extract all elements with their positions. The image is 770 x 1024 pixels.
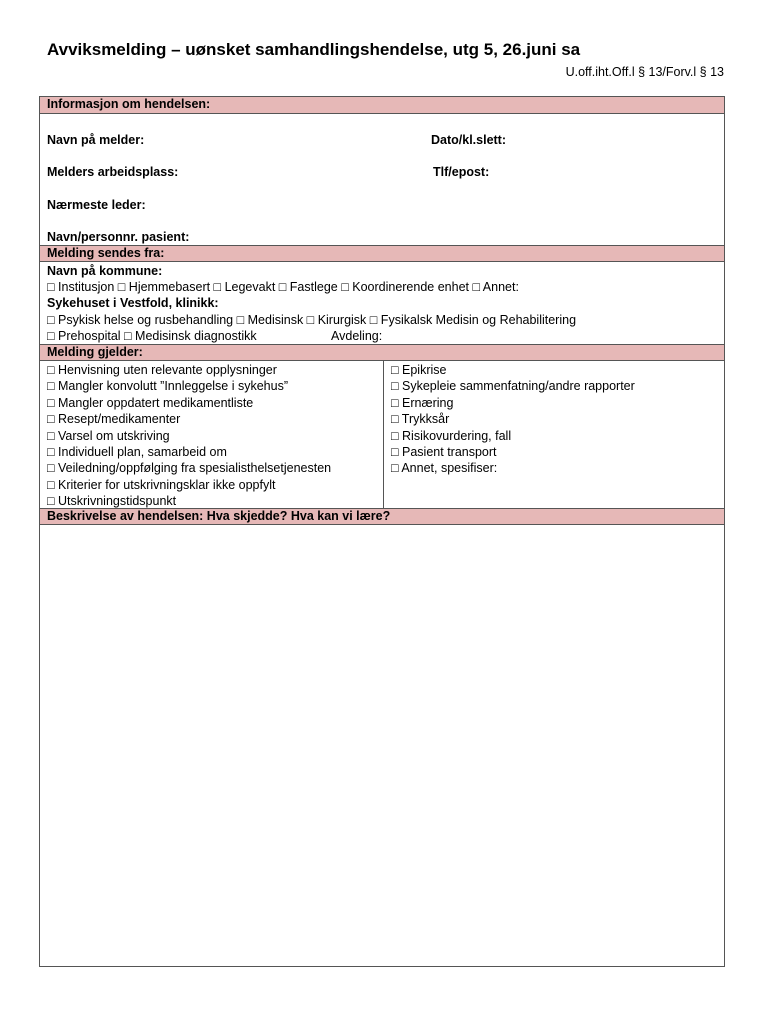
municipality-label: Navn på kommune: bbox=[47, 264, 163, 278]
checkbox-option[interactable]: □ Veiledning/oppfølging fra spesialisthelsetjenesten bbox=[47, 461, 332, 476]
hospital-options-1: □ Psykisk helse og rusbehandling □ Medisinsk □ Kirurgisk □ Fysikalsk Medisin og Rehabilitering bbox=[47, 313, 577, 327]
concerns-right-list bbox=[391, 362, 635, 477]
workplace-label: Melders arbeidsplass: bbox=[47, 165, 179, 179]
date-time-label: Dato/kl.slett: bbox=[431, 133, 507, 147]
hospital-label: Sykehuset i Vestfold, klinikk: bbox=[47, 296, 219, 310]
checkbox-option[interactable]: □ Annet, spesifiser: bbox=[391, 461, 498, 476]
checkbox-option[interactable]: □ Pasient transport bbox=[391, 445, 497, 460]
checkbox-option[interactable]: □ Utskrivningstidspunkt bbox=[47, 494, 177, 509]
description-area[interactable] bbox=[40, 525, 724, 966]
concerns-left-list bbox=[47, 362, 331, 510]
municipality-options: □ Institusjon □ Hjemmebasert □ Legevakt □ Fastlege □ Koordinerende enhet □ Annet: bbox=[47, 280, 519, 294]
checkbox-option[interactable]: □ Resept/medikamenter bbox=[47, 412, 181, 427]
column-divider bbox=[383, 361, 384, 508]
section-header-sender: Melding sendes fra: bbox=[40, 245, 724, 262]
reporter-name-label: Navn på melder: bbox=[47, 133, 145, 147]
checkbox-option[interactable]: □ Mangler konvolutt ”Innleggelse i sykehus” bbox=[47, 379, 289, 394]
section-header-description: Beskrivelse av hendelsen: Hva skjedde? Hva kan vi lære? bbox=[40, 508, 724, 525]
section-header-concerns: Melding gjelder: bbox=[40, 344, 724, 361]
legal-reference: U.off.iht.Off.l § 13/Forv.l § 13 bbox=[565, 65, 724, 79]
deviation-form bbox=[39, 96, 725, 967]
checkbox-option[interactable]: □ Risikovurdering, fall bbox=[391, 428, 512, 443]
checkbox-option[interactable]: □ Mangler oppdatert medikamentliste bbox=[47, 395, 254, 410]
checkbox-option[interactable]: □ Ernæring bbox=[391, 395, 454, 410]
checkbox-option[interactable]: □ Kriterier for utskrivningsklar ikke oppfylt bbox=[47, 477, 276, 492]
checkbox-option[interactable]: □ Individuell plan, samarbeid om bbox=[47, 445, 227, 460]
department-label: Avdeling: bbox=[331, 329, 383, 343]
patient-label: Navn/personnr. pasient: bbox=[47, 230, 190, 244]
phone-email-label: Tlf/epost: bbox=[433, 165, 490, 179]
manager-label: Nærmeste leder: bbox=[47, 198, 146, 212]
checkbox-option[interactable]: □ Trykksår bbox=[391, 412, 450, 427]
checkbox-option[interactable]: □ Epikrise bbox=[391, 363, 447, 377]
checkbox-option[interactable]: □ Varsel om utskriving bbox=[47, 428, 170, 443]
checkbox-option[interactable]: □ Henvisning uten relevante opplysninger bbox=[47, 363, 277, 377]
hospital-options-2: □ Prehospital □ Medisinsk diagnostikk bbox=[47, 329, 257, 343]
section-header-info: Informasjon om hendelsen: bbox=[40, 97, 724, 114]
checkbox-option[interactable]: □ Sykepleie sammenfatning/andre rapporter bbox=[391, 379, 635, 394]
form-title: Avviksmelding – uønsket samhandlingshendelse, utg 5, 26.juni sa bbox=[47, 40, 581, 59]
